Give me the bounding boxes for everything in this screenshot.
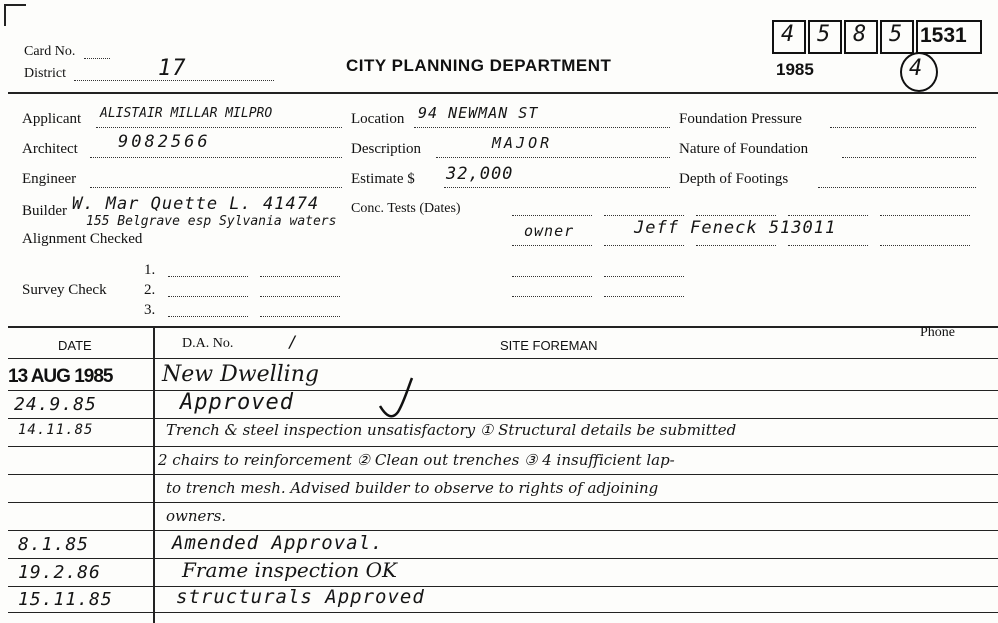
architect-label: Architect <box>22 141 78 157</box>
card-digit-3: 8 <box>853 22 868 47</box>
builder-value: W. Mar Quette L. 41474 <box>72 194 320 214</box>
table-row-date: 14.11.85 <box>18 422 94 438</box>
conc-dots-4 <box>788 215 868 216</box>
table-row-date: 19.2.86 <box>18 562 101 583</box>
table-row-date: 13 AUG 1985 <box>8 366 113 387</box>
header-divider <box>8 92 998 94</box>
table-row-entry: 2 chairs to reinforcement ② Clean out trenches ③ 4 insufficient lap- <box>158 451 675 469</box>
corner-mark-vertical <box>4 4 6 26</box>
row-line-2 <box>8 418 998 419</box>
check-mark-icon <box>376 376 416 420</box>
row-line-6 <box>8 530 998 531</box>
foreman-header: SITE FOREMAN <box>500 338 598 353</box>
table-header-rule <box>8 358 998 359</box>
conc-dots-5 <box>880 215 970 216</box>
location-dots <box>414 127 670 128</box>
survey-dots-2b <box>260 296 340 297</box>
applicant-value: ALISTAIR MILLAR MILPRO <box>100 106 273 121</box>
corner-mark <box>4 4 26 6</box>
row-line-3 <box>8 446 998 447</box>
table-row-entry: Amended Approval. <box>172 532 384 554</box>
da-value: / <box>288 332 299 351</box>
foundation-pressure-dots <box>830 127 976 128</box>
alignment-label: Alignment Checked <box>22 231 143 247</box>
district-label: District <box>24 66 66 81</box>
estimate-label: Estimate $ <box>351 171 415 187</box>
table-row-entry: Frame inspection OK <box>182 558 397 582</box>
survey-dots-1c <box>512 276 592 277</box>
conc-dots-1 <box>512 215 592 216</box>
architect-value: 9082566 <box>118 132 211 152</box>
estimate-dots <box>444 187 670 188</box>
table-row-entry: structurals Approved <box>176 586 425 608</box>
owner-label: owner <box>524 222 575 240</box>
builder-label: Builder <box>22 203 67 219</box>
survey-dots-2d <box>604 296 684 297</box>
description-label: Description <box>351 141 421 157</box>
date-header: DATE <box>58 338 92 353</box>
card-digit-1: 4 <box>781 22 796 47</box>
survey-dots-1b <box>260 276 340 277</box>
alignment-dots-5 <box>880 245 970 246</box>
survey-dots-3a <box>168 316 248 317</box>
row-line-1 <box>8 390 998 391</box>
table-row-entry: Approved <box>180 390 294 415</box>
engineer-dots <box>90 187 342 188</box>
phone-header: Phone <box>920 325 955 340</box>
card-digit-4: 5 <box>889 22 904 47</box>
table-row-entry: New Dwelling <box>162 362 319 387</box>
survey-dots-2c <box>512 296 592 297</box>
survey-number-3: 3. <box>144 302 156 318</box>
da-header: D.A. No. <box>182 336 234 351</box>
row-line-5 <box>8 502 998 503</box>
conc-dots-2 <box>604 215 684 216</box>
conc-dots-3 <box>696 215 776 216</box>
engineer-label: Engineer <box>22 171 77 187</box>
alignment-dots-1 <box>512 245 592 246</box>
builder-address: 155 Belgrave esp Sylvania waters <box>86 214 337 229</box>
card-number: 1531 <box>920 24 967 47</box>
description-dots <box>436 157 670 158</box>
description-value: MAJOR <box>492 134 553 152</box>
table-top-rule <box>8 326 998 328</box>
owner-value: Jeff Feneck 513011 <box>634 218 837 238</box>
alignment-dots-4 <box>788 245 868 246</box>
survey-check-label: Survey Check <box>22 282 107 298</box>
row-line-4 <box>8 474 998 475</box>
depth-footings-label: Depth of Footings <box>679 171 789 187</box>
conc-tests-label: Conc. Tests (Dates) <box>351 201 461 216</box>
location-label: Location <box>351 111 405 127</box>
alignment-dots-3 <box>696 245 776 246</box>
alignment-dots-2 <box>604 245 684 246</box>
department-title: CITY PLANNING DEPARTMENT <box>346 56 612 75</box>
table-row-date: 8.1.85 <box>18 534 90 555</box>
row-line-9 <box>8 612 998 613</box>
circled-number-value: 4 <box>909 56 924 81</box>
depth-footings-dots <box>818 187 976 188</box>
estimate-value: 32,000 <box>446 164 514 184</box>
location-value: 94 NEWMAN ST <box>418 104 539 122</box>
nature-foundation-label: Nature of Foundation <box>679 141 809 157</box>
table-row-date: 15.11.85 <box>18 589 113 610</box>
survey-number-2: 2. <box>144 282 156 298</box>
survey-dots-1a <box>168 276 248 277</box>
card-digit-2: 5 <box>817 22 832 47</box>
survey-dots-2a <box>168 296 248 297</box>
district-value: 17 <box>158 56 187 81</box>
foundation-pressure-label: Foundation Pressure <box>679 111 802 127</box>
applicant-label: Applicant <box>22 111 82 127</box>
survey-dots-1d <box>604 276 684 277</box>
year: 1985 <box>776 60 814 79</box>
card-no-label: Card No. <box>24 44 76 59</box>
row-line-8 <box>8 586 998 587</box>
applicant-dots <box>96 127 342 128</box>
card-no-dots <box>84 58 110 59</box>
architect-dots <box>90 157 342 158</box>
table-row-entry: owners. <box>166 507 227 525</box>
table-row-entry: Trench & steel inspection unsatisfactory ① Structural details be submitted <box>166 421 737 439</box>
survey-number-1: 1. <box>144 262 156 278</box>
table-row-entry: to trench mesh. Advised builder to observe to rights of adjoining <box>166 479 659 497</box>
row-line-7 <box>8 558 998 559</box>
table-row-date: 24.9.85 <box>14 394 97 415</box>
survey-dots-3b <box>260 316 340 317</box>
nature-foundation-dots <box>842 157 976 158</box>
